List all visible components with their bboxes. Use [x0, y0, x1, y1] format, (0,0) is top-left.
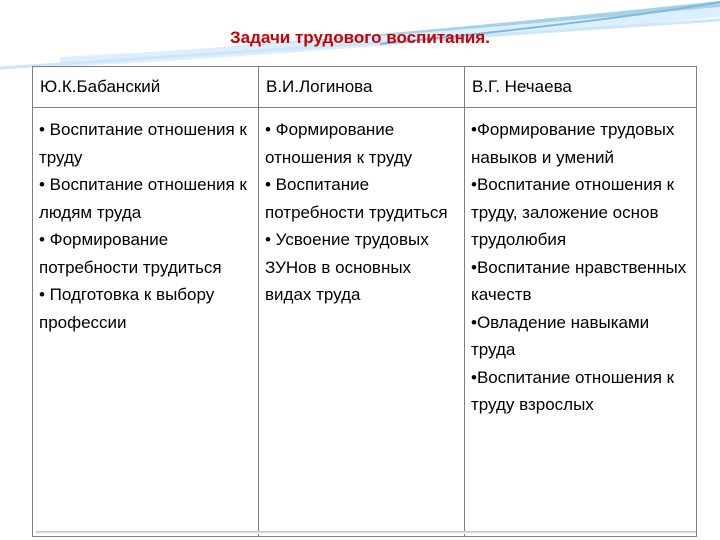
list-item: •Формирование трудовых навыков и умений	[471, 120, 675, 167]
list-item: •Воспитание нравственных качеств	[471, 257, 687, 304]
tasks-table	[32, 66, 697, 537]
column-header-babansky: Ю.К.Бабанский	[33, 67, 259, 108]
header-row	[33, 67, 697, 108]
list-item: • Формирование отношения к труду	[265, 120, 413, 167]
content-row	[33, 108, 697, 537]
list-item: •Воспитание отношения к труду, заложение основ трудолюбия	[471, 175, 675, 249]
table-shadow	[36, 531, 696, 534]
list-item: •Воспитание отношения к труду взрослых	[471, 367, 675, 414]
list-item: •Овладение навыками труда	[471, 312, 650, 359]
column-header-loginova: В.И.Логинова	[259, 67, 465, 108]
list-item: • Подготовка к выбору профессии	[39, 285, 215, 332]
list-item: • Воспитание отношения к людям труда	[39, 175, 247, 222]
list-item: • Формирование потребности трудиться	[39, 230, 222, 277]
nechaeva-cell	[465, 108, 697, 537]
slide-title: Задачи трудового воспитания.	[230, 28, 490, 47]
list-item: • Воспитание отношения к труду	[39, 120, 247, 167]
list-item: • Усвоение трудовых ЗУНов в основных видах труда	[265, 230, 429, 304]
column-header-nechaeva: В.Г. Нечаева	[465, 67, 697, 108]
babansky-cell	[33, 108, 259, 537]
list-item: • Воспитание потребности трудиться	[265, 175, 448, 222]
loginova-cell	[259, 108, 465, 537]
